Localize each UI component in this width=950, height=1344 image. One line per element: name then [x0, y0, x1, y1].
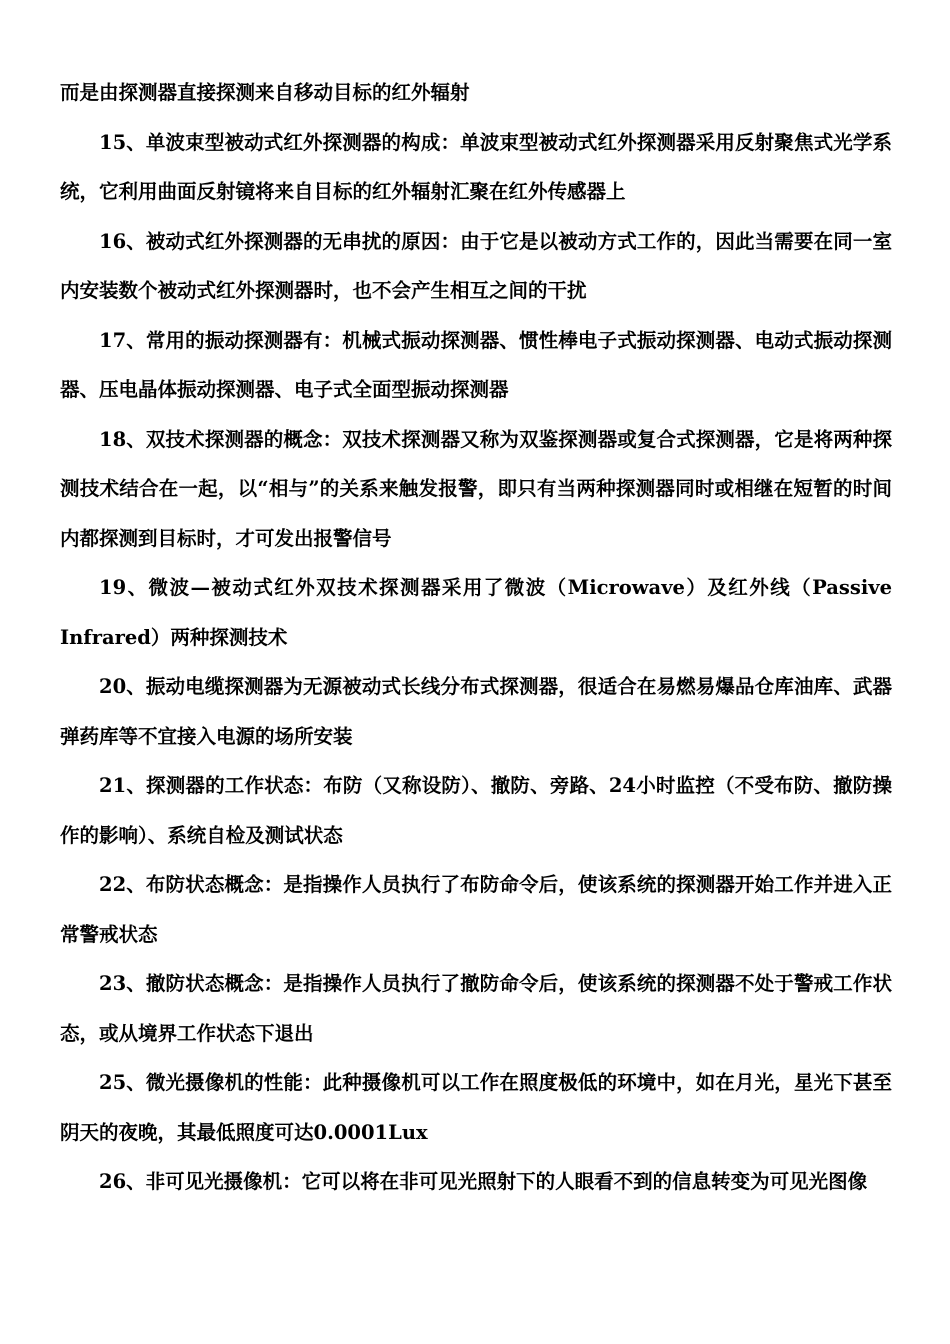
- paragraph-item-23: 23、撤防状态概念：是指操作人员执行了撤防命令后，使该系统的探测器不处于警戒工作状态，或从境界工作状态下退出: [60, 972, 892, 1045]
- paragraph-item-16: 16、被动式红外探测器的无串扰的原因：由于它是以被动方式工作的，因此当需要在同一室内安装数个被动式红外探测器时，也不会产生相互之间的干扰: [60, 229, 892, 302]
- document-page: [60, 68, 892, 1207]
- paragraph-item-21: 21、探测器的工作状态：布防（又称设防）、撤防、旁路、24小时监控（不受布防、撤防操作的影响）、系统自检及测试状态: [60, 774, 892, 847]
- paragraph-item-26: 26、非可见光摄像机：它可以将在非可见光照射下的人眼看不到的信息转变为可见光图像: [99, 1170, 868, 1193]
- paragraph-item-15: 15、单波束型被动式红外探测器的构成：单波束型被动式红外探测器采用反射聚焦式光学系统，它利用曲面反射镜将来自目标的红外辐射汇聚在红外传感器上: [60, 130, 892, 203]
- paragraph-item-18: 18、双技术探测器的概念：双技术探测器又称为双鉴探测器或复合式探测器，它是将两种探测技术结合在一起，以“相与”的关系来触发报警，即只有当两种探测器同时或相继在短暂的时间内都探测到目标时，才可发出报警信号: [60, 427, 892, 550]
- paragraph-item-20: 20、振动电缆探测器为无源被动式长线分布式探测器，很适合在易燃易爆品仓库油库、武器弹药库等不宜接入电源的场所安装: [60, 675, 892, 748]
- paragraph-item-17: 17、常用的振动探测器有：机械式振动探测器、惯性棒电子式振动探测器、电动式振动探测器、压电晶体振动探测器、电子式全面型振动探测器: [60, 328, 892, 401]
- paragraph-item-19: 19、微波—被动式红外双技术探测器采用了微波（Microwave）及红外线（Passive Infrared）两种探测技术: [60, 576, 892, 649]
- paragraph-continuation: 而是由探测器直接探测来自移动目标的红外辐射: [60, 81, 470, 104]
- paragraph-item-25: 25、微光摄像机的性能：此种摄像机可以工作在照度极低的环境中，如在月光，星光下甚至阴天的夜晚，其最低照度可达0.0001Lux: [60, 1071, 892, 1144]
- paragraph-item-22: 22、布防状态概念：是指操作人员执行了布防命令后，使该系统的探测器开始工作并进入正常警戒状态: [60, 873, 892, 946]
